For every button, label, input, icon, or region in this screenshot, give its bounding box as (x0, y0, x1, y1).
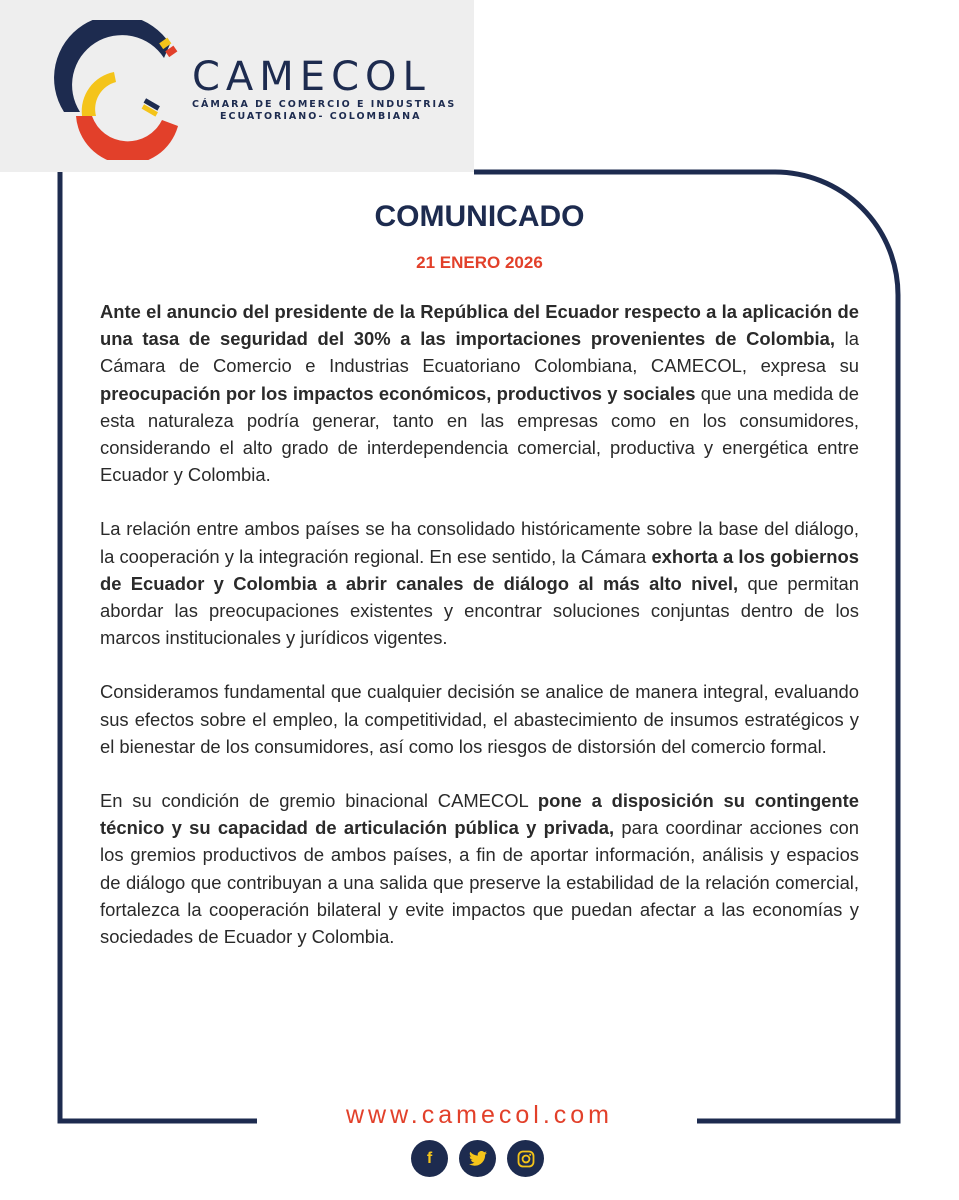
communique-body (100, 298, 859, 977)
instagram-camera-icon (517, 1150, 535, 1168)
page-title: COMUNICADO (374, 200, 585, 233)
paragraph-2: La relación entre ambos países se ha consolidado históricamente sobre la base del diálogo, la cooperación y la integración regional. En ese sentido, la Cámara exhorta a los gobiernos de Ecuador y Colombia a abrir canales de diálogo al más alto nivel, que permitan abordar las preocupaciones existentes y encontrar soluciones conjuntas dentro de los marcos institucionales y jurídicos vigentes. (100, 518, 859, 649)
brand-subtitle-line2: ECUATORIANO- COLOMBIANA (220, 111, 422, 122)
brand-subtitle-line1: CÁMARA DE COMERCIO E INDUSTRIAS (192, 99, 457, 110)
social-links (411, 1140, 544, 1177)
paragraph-3: Consideramos fundamental que cualquier decisión se analice de manera integral, evaluando sus efectos sobre el empleo, la competitividad, el abastecimiento de insumos estratégicos y el bienestar de los consumidores, así como los riesgos de distorsión del comercio formal. (100, 681, 859, 757)
twitter-bird-icon (469, 1151, 487, 1166)
paragraph-4: En su condición de gremio binacional CAMECOL pone a disposición su contingente técnico y su capacidad de articulación pública y privada, para coordinar acciones con los gremios productivos de ambos países, a fin de aportar información, análisis y espacios de diálogo que contribuyan a una salida que preserve la estabilidad de la relación comercial, fortalezca la cooperación bilateral y evite impactos que puedan afectar a las economías y sociedades de Ecuador y Colombia. (100, 790, 859, 948)
twitter-icon[interactable] (459, 1140, 496, 1177)
instagram-icon[interactable] (507, 1140, 544, 1177)
date-label: 21 ENERO 2026 (416, 253, 543, 272)
brand-name: CAMECOL (192, 54, 431, 100)
facebook-icon[interactable]: f (411, 1140, 448, 1177)
paragraph-1: Ante el anuncio del presidente de la República del Ecuador respecto a la aplicación de una tasa de seguridad del 30% a las importaciones provenientes de Colombia, la Cámara de Comercio e Industrias Ecuatoriano Colombiana, CAMECOL, expresa su preocupación por los impactos económicos, productivos y sociales que una medida de esta naturaleza podría generar, tanto en las empresas como en los consumidores, considerando el alto grado de interdependencia comercial, productiva y energética entre Ecuador y Colombia. (100, 301, 859, 486)
website-link[interactable]: www.camecol.com (346, 1101, 613, 1129)
